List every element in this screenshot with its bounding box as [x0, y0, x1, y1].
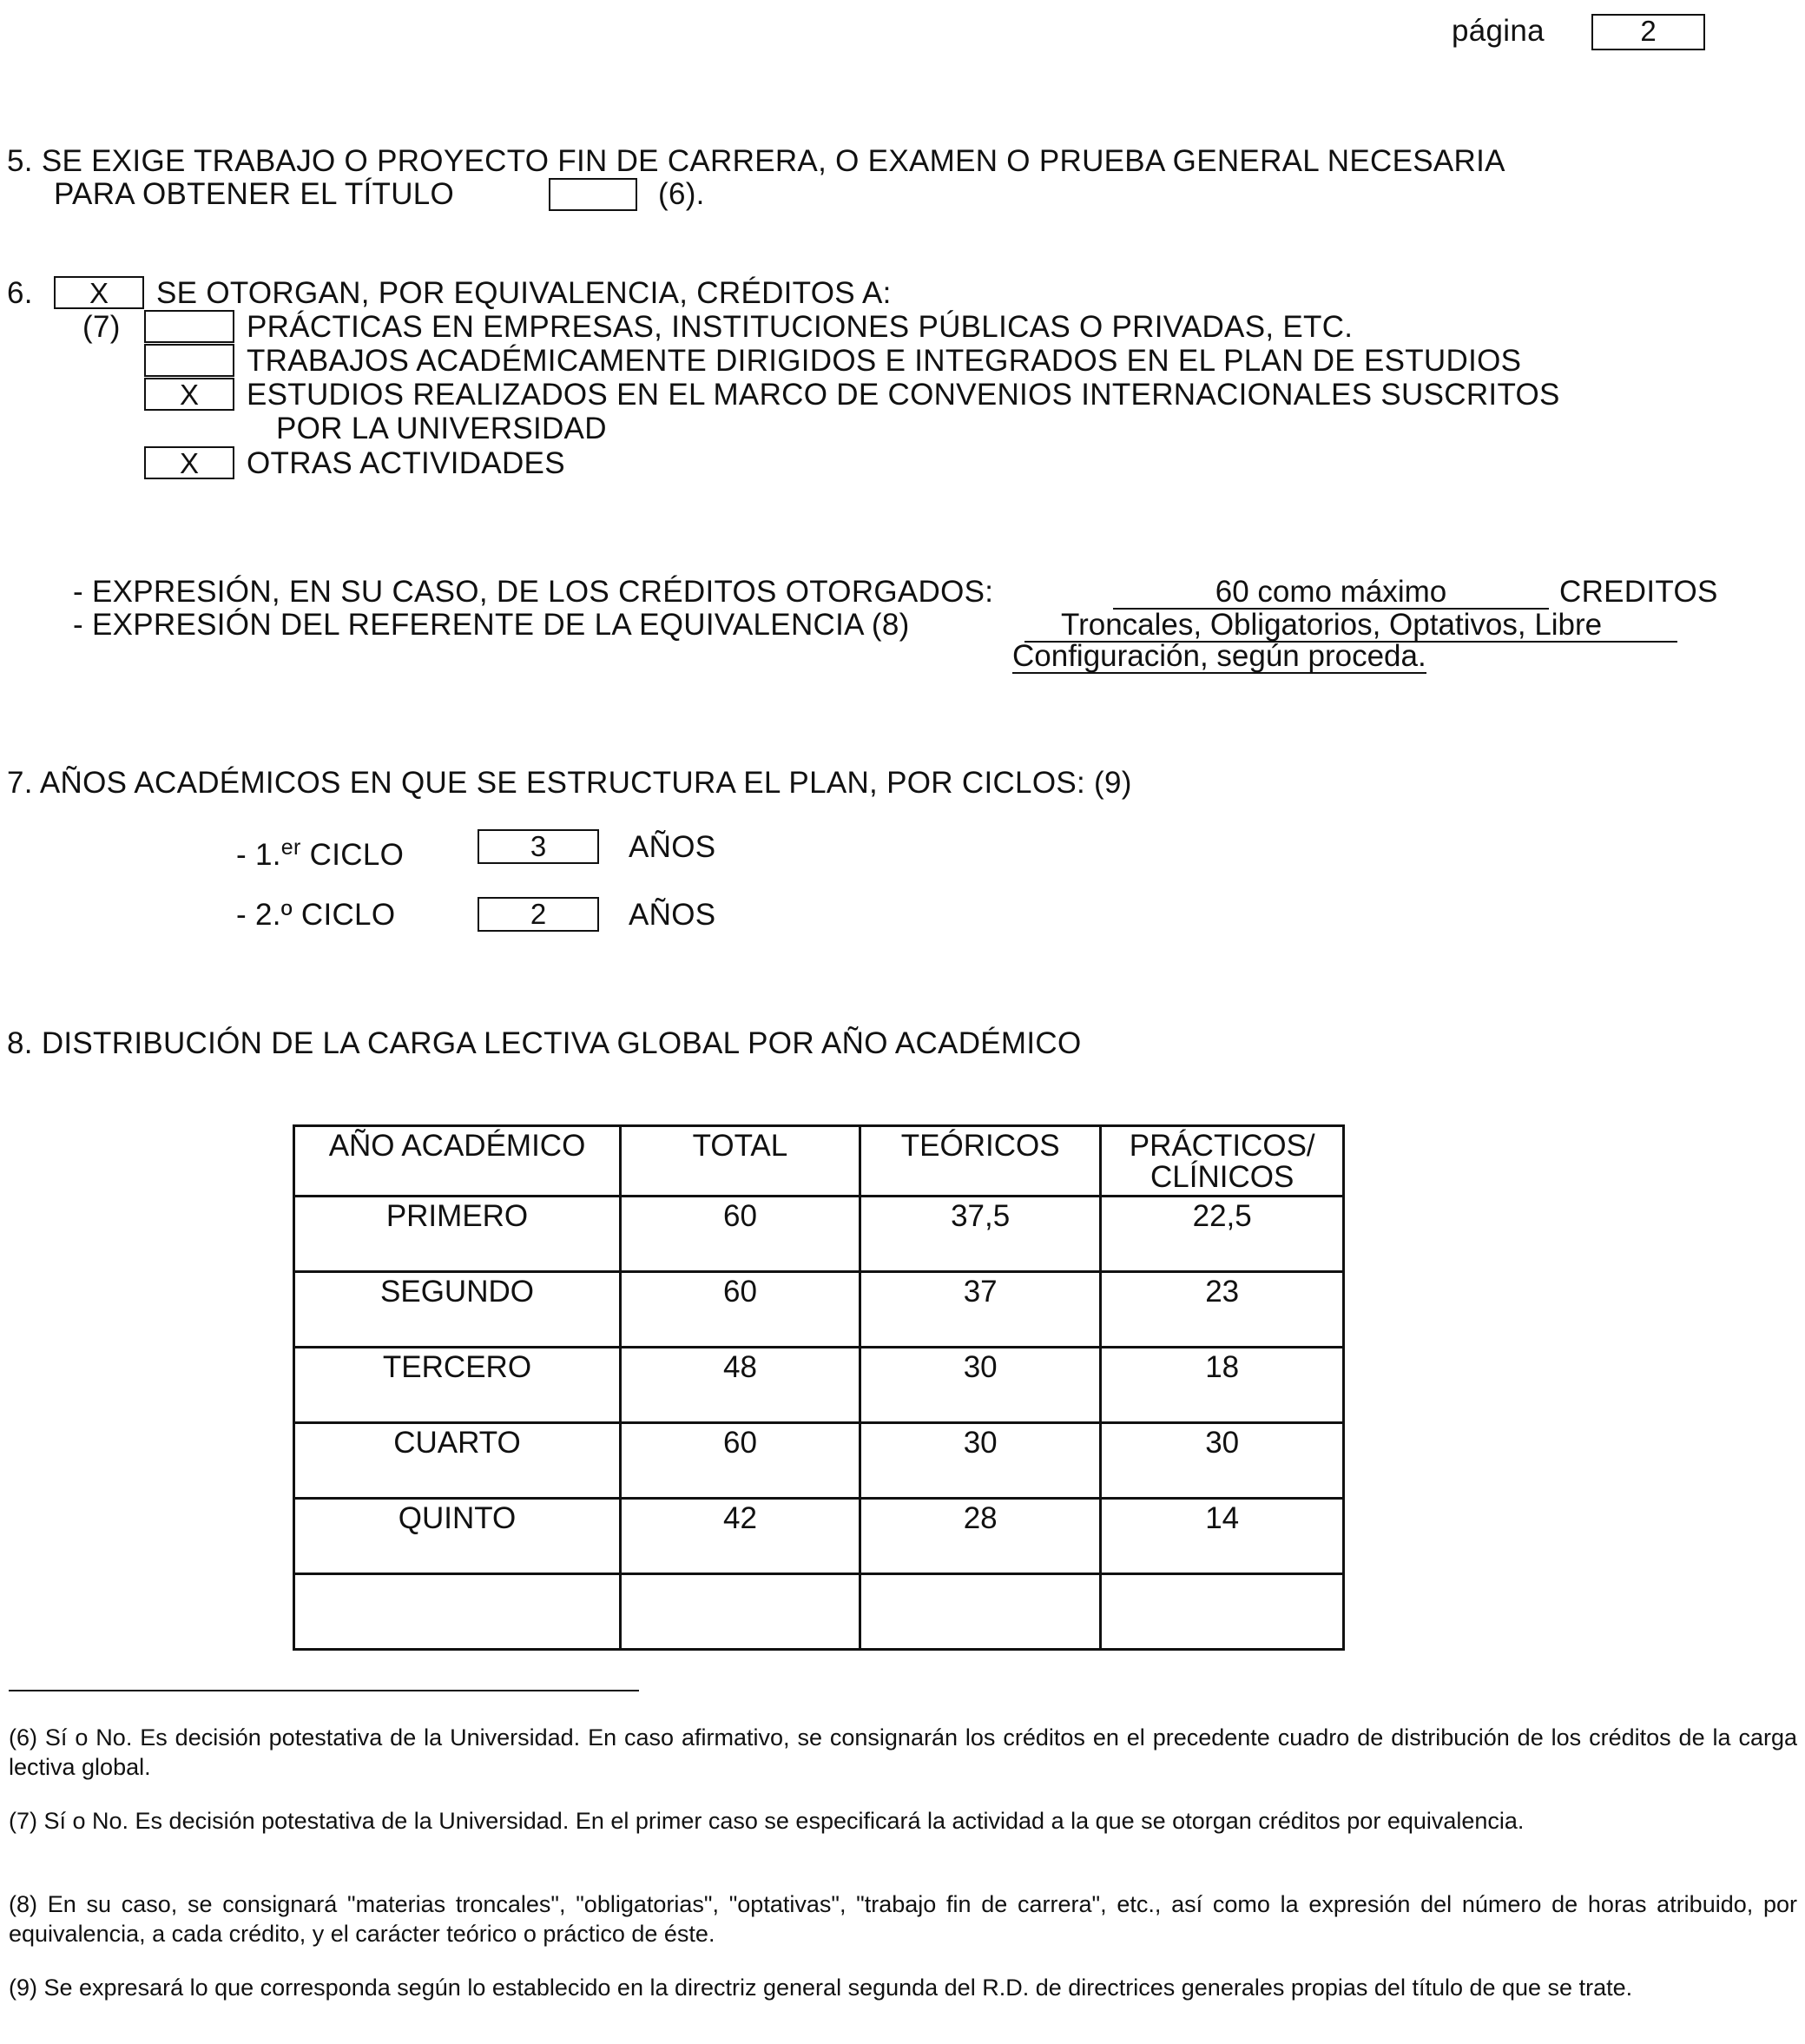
cell-practice: 23 — [1101, 1272, 1344, 1348]
section-6-ref: (7) — [82, 310, 121, 344]
option-convenios-label-2: POR LA UNIVERSIDAD — [276, 412, 607, 445]
table-row — [294, 1423, 1344, 1499]
equivalence-ref-label: - EXPRESIÓN DEL REFERENTE DE LA EQUIVALENCIA (8) — [73, 608, 910, 642]
option-practicas-label: PRÁCTICAS EN EMPRESAS, INSTITUCIONES PÚBLICAS O PRIVADAS, ETC. — [247, 310, 1354, 344]
cell-total: 60 — [620, 1272, 860, 1348]
equivalence-ref-value-1-text: Troncales, Obligatorios, Optativos, Libre — [1061, 608, 1603, 642]
section-5-note: (6). — [658, 177, 705, 211]
table-row — [294, 1499, 1344, 1574]
table-row — [294, 1272, 1344, 1348]
cell-year: PRIMERO — [294, 1197, 621, 1272]
equivalence-ref-value-1 — [1024, 610, 1677, 643]
cell-total: 60 — [620, 1197, 860, 1272]
cell-practice: 22,5 — [1101, 1197, 1344, 1272]
cell-year: SEGUNDO — [294, 1272, 621, 1348]
footnote-7: (7) Sí o No. Es decisión potestativa de la Universidad. En el primer caso se especificará la actividad a la que se otorgan créditos por equivalencia. — [9, 1808, 1525, 1834]
header-practice: PRÁCTICOS/ CLÍNICOS — [1101, 1126, 1344, 1197]
section-7-heading: 7. AÑOS ACADÉMICOS EN QUE SE ESTRUCTURA EL PLAN, POR CICLOS: (9) — [7, 766, 1132, 800]
credits-value — [1113, 577, 1549, 610]
cell-theory: 28 — [860, 1499, 1100, 1574]
section-5-line2: PARA OBTENER EL TÍTULO — [54, 177, 455, 211]
section-6-number: 6. — [7, 276, 33, 310]
cycle-2-unit: AÑOS — [629, 898, 716, 932]
cell-theory: 30 — [860, 1423, 1100, 1499]
thesis-required-checkbox[interactable] — [549, 178, 637, 211]
cell-total: 60 — [620, 1423, 860, 1499]
cycle-1-label: - 1.$^{er}$ CICLO — [236, 835, 405, 872]
section-5-line1: 5. SE EXIGE TRABAJO O PROYECTO FIN DE CARRERA, O EXAMEN O PRUEBA GENERAL NECESARIA — [7, 144, 1505, 178]
cell-practice: 30 — [1101, 1423, 1344, 1499]
cell-total — [620, 1574, 860, 1650]
header-theory: TEÓRICOS — [860, 1126, 1100, 1197]
footnote-separator — [9, 1690, 639, 1691]
workload-table — [293, 1124, 1345, 1651]
option-otras-checkbox[interactable]: X — [144, 446, 234, 479]
equivalence-ref-value-2: Configuración, según proceda. — [1012, 639, 1426, 673]
cell-year — [294, 1574, 621, 1650]
option-convenios-checkbox[interactable]: X — [144, 378, 234, 411]
table-row — [294, 1197, 1344, 1272]
header-year: AÑO ACADÉMICO — [294, 1126, 621, 1197]
cell-theory: 37 — [860, 1272, 1100, 1348]
section-6-heading: SE OTORGAN, POR EQUIVALENCIA, CRÉDITOS A: — [156, 276, 892, 310]
cycle-1-unit: AÑOS — [629, 830, 716, 864]
option-practicas-checkbox[interactable] — [144, 310, 234, 343]
footnote-9: (9) Se expresará lo que corresponda según lo establecido en la directriz general segunda del R.D. de directrices generales propias del título de que se trate. — [9, 1975, 1633, 2001]
footnote-6: (6) Sí o No. Es decisión potestativa de la Universidad. En caso afirmativo, se consignarán los créditos en el precedente cuadro de distribución de los créditos de la carga lectiva global. — [9, 1724, 1797, 1780]
cell-practice: 14 — [1101, 1499, 1344, 1574]
page-number-box: 2 — [1591, 14, 1705, 50]
option-otras-label: OTRAS ACTIVIDADES — [247, 446, 565, 480]
cell-year: TERCERO — [294, 1348, 621, 1423]
option-convenios-label: ESTUDIOS REALIZADOS EN EL MARCO DE CONVENIOS INTERNACIONALES SUSCRITOS — [247, 378, 1560, 412]
cell-practice: 18 — [1101, 1348, 1344, 1423]
cycle-2-label: - 2.º CICLO — [236, 898, 396, 932]
credits-value-text: 60 como máximo — [1215, 575, 1447, 609]
cell-total: 48 — [620, 1348, 860, 1423]
header-total: TOTAL — [620, 1126, 860, 1197]
page-label: página — [1452, 14, 1545, 48]
cell-year: CUARTO — [294, 1423, 621, 1499]
table-row-empty — [294, 1574, 1344, 1650]
cell-total: 42 — [620, 1499, 860, 1574]
footnote-8: (8) En su caso, se consignará "materias troncales", "obligatorias", "optativas", "trabajo fin de carrera", etc., así como la expresión del número de horas atribuido, por equivalencia, a cada crédito, y el carácter teórico o práctico de éste. — [9, 1891, 1797, 1947]
cell-practice — [1101, 1574, 1344, 1650]
cell-theory: 30 — [860, 1348, 1100, 1423]
section-8-heading: 8. DISTRIBUCIÓN DE LA CARGA LECTIVA GLOBAL POR AÑO ACADÉMICO — [7, 1026, 1082, 1060]
table-header-row — [294, 1126, 1344, 1197]
equivalence-checkbox[interactable]: X — [54, 276, 144, 309]
cycle-2-years-box[interactable]: 2 — [478, 897, 599, 932]
option-trabajos-checkbox[interactable] — [144, 344, 234, 377]
option-trabajos-label: TRABAJOS ACADÉMICAMENTE DIRIGIDOS E INTEGRADOS EN EL PLAN DE ESTUDIOS — [247, 344, 1522, 378]
cell-year: QUINTO — [294, 1499, 621, 1574]
table-row — [294, 1348, 1344, 1423]
credits-label: - EXPRESIÓN, EN SU CASO, DE LOS CRÉDITOS OTORGADOS: — [73, 575, 994, 609]
credits-unit: CREDITOS — [1559, 575, 1718, 609]
cell-theory: 37,5 — [860, 1197, 1100, 1272]
cell-theory — [860, 1574, 1100, 1650]
cycle-1-years-box[interactable]: 3 — [478, 829, 599, 864]
